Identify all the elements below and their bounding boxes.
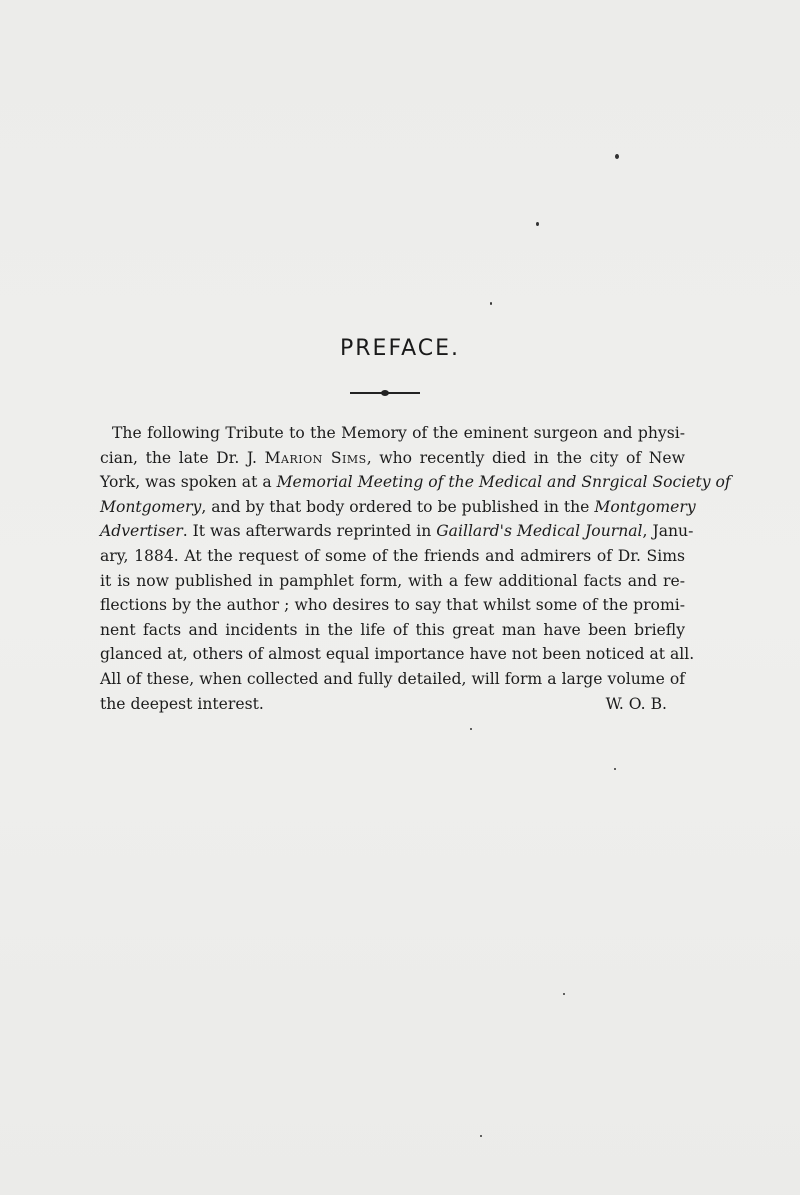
- ink-speck: [563, 993, 565, 995]
- text-line: flections by the author ; who desires to say that whilst some of the promi-: [100, 596, 685, 615]
- signature: W. O. B.: [605, 694, 667, 713]
- ornament-dot: [381, 390, 389, 396]
- ink-speck: [536, 222, 539, 226]
- text-line: glanced at, others of almost equal importance have not been noticed at all.: [100, 645, 695, 664]
- ink-speck: [614, 768, 616, 770]
- text-fragment: cian, the late Dr. J.: [100, 448, 265, 467]
- text-line: ary, 1884. At the request of some of the friends and admirers of Dr. Sims: [100, 546, 685, 565]
- preface-paragraph: [100, 421, 731, 716]
- text-fragment: , Janu-: [642, 522, 694, 541]
- text-line: nent facts and incidents in the life of this great man have been briefly: [100, 620, 685, 639]
- ink-speck: [480, 1135, 482, 1137]
- author-name: Marion Sims: [264, 448, 367, 467]
- text-line: [100, 692, 685, 717]
- text-line: [100, 495, 696, 520]
- italic-fragment: Memorial Meeting of the Medical and Snrgical Society of: [276, 473, 731, 492]
- text-fragment: York, was spoken at a: [100, 473, 277, 492]
- ink-speck: [615, 154, 619, 159]
- text-fragment: , who recently died in the city of New: [366, 448, 685, 467]
- ink-speck: [470, 728, 472, 730]
- text-line: [100, 470, 731, 495]
- text-fragment: , and by that body ordered to be published in the: [201, 497, 595, 516]
- italic-fragment: Advertiser: [100, 522, 183, 541]
- text-line: it is now published in pamphlet form, with a few additional facts and re-: [100, 571, 685, 590]
- italic-fragment: Montgomery: [594, 497, 696, 516]
- text-line: The following Tribute to the Memory of the eminent surgeon and physi-: [112, 424, 685, 442]
- text-line: [100, 446, 685, 471]
- ink-speck: [490, 302, 492, 305]
- italic-fragment: Gaillard's Medical Journal: [436, 522, 643, 541]
- text-line: [100, 519, 694, 544]
- text-fragment: the deepest interest.: [100, 694, 264, 713]
- title-ornament: [350, 390, 420, 396]
- text-fragment: . It was afterwards reprinted in: [182, 522, 437, 541]
- page-title: PREFACE.: [339, 336, 460, 361]
- text-line: All of these, when collected and fully detailed, will form a large volume of: [100, 669, 685, 688]
- italic-fragment: Montgomery: [100, 497, 202, 516]
